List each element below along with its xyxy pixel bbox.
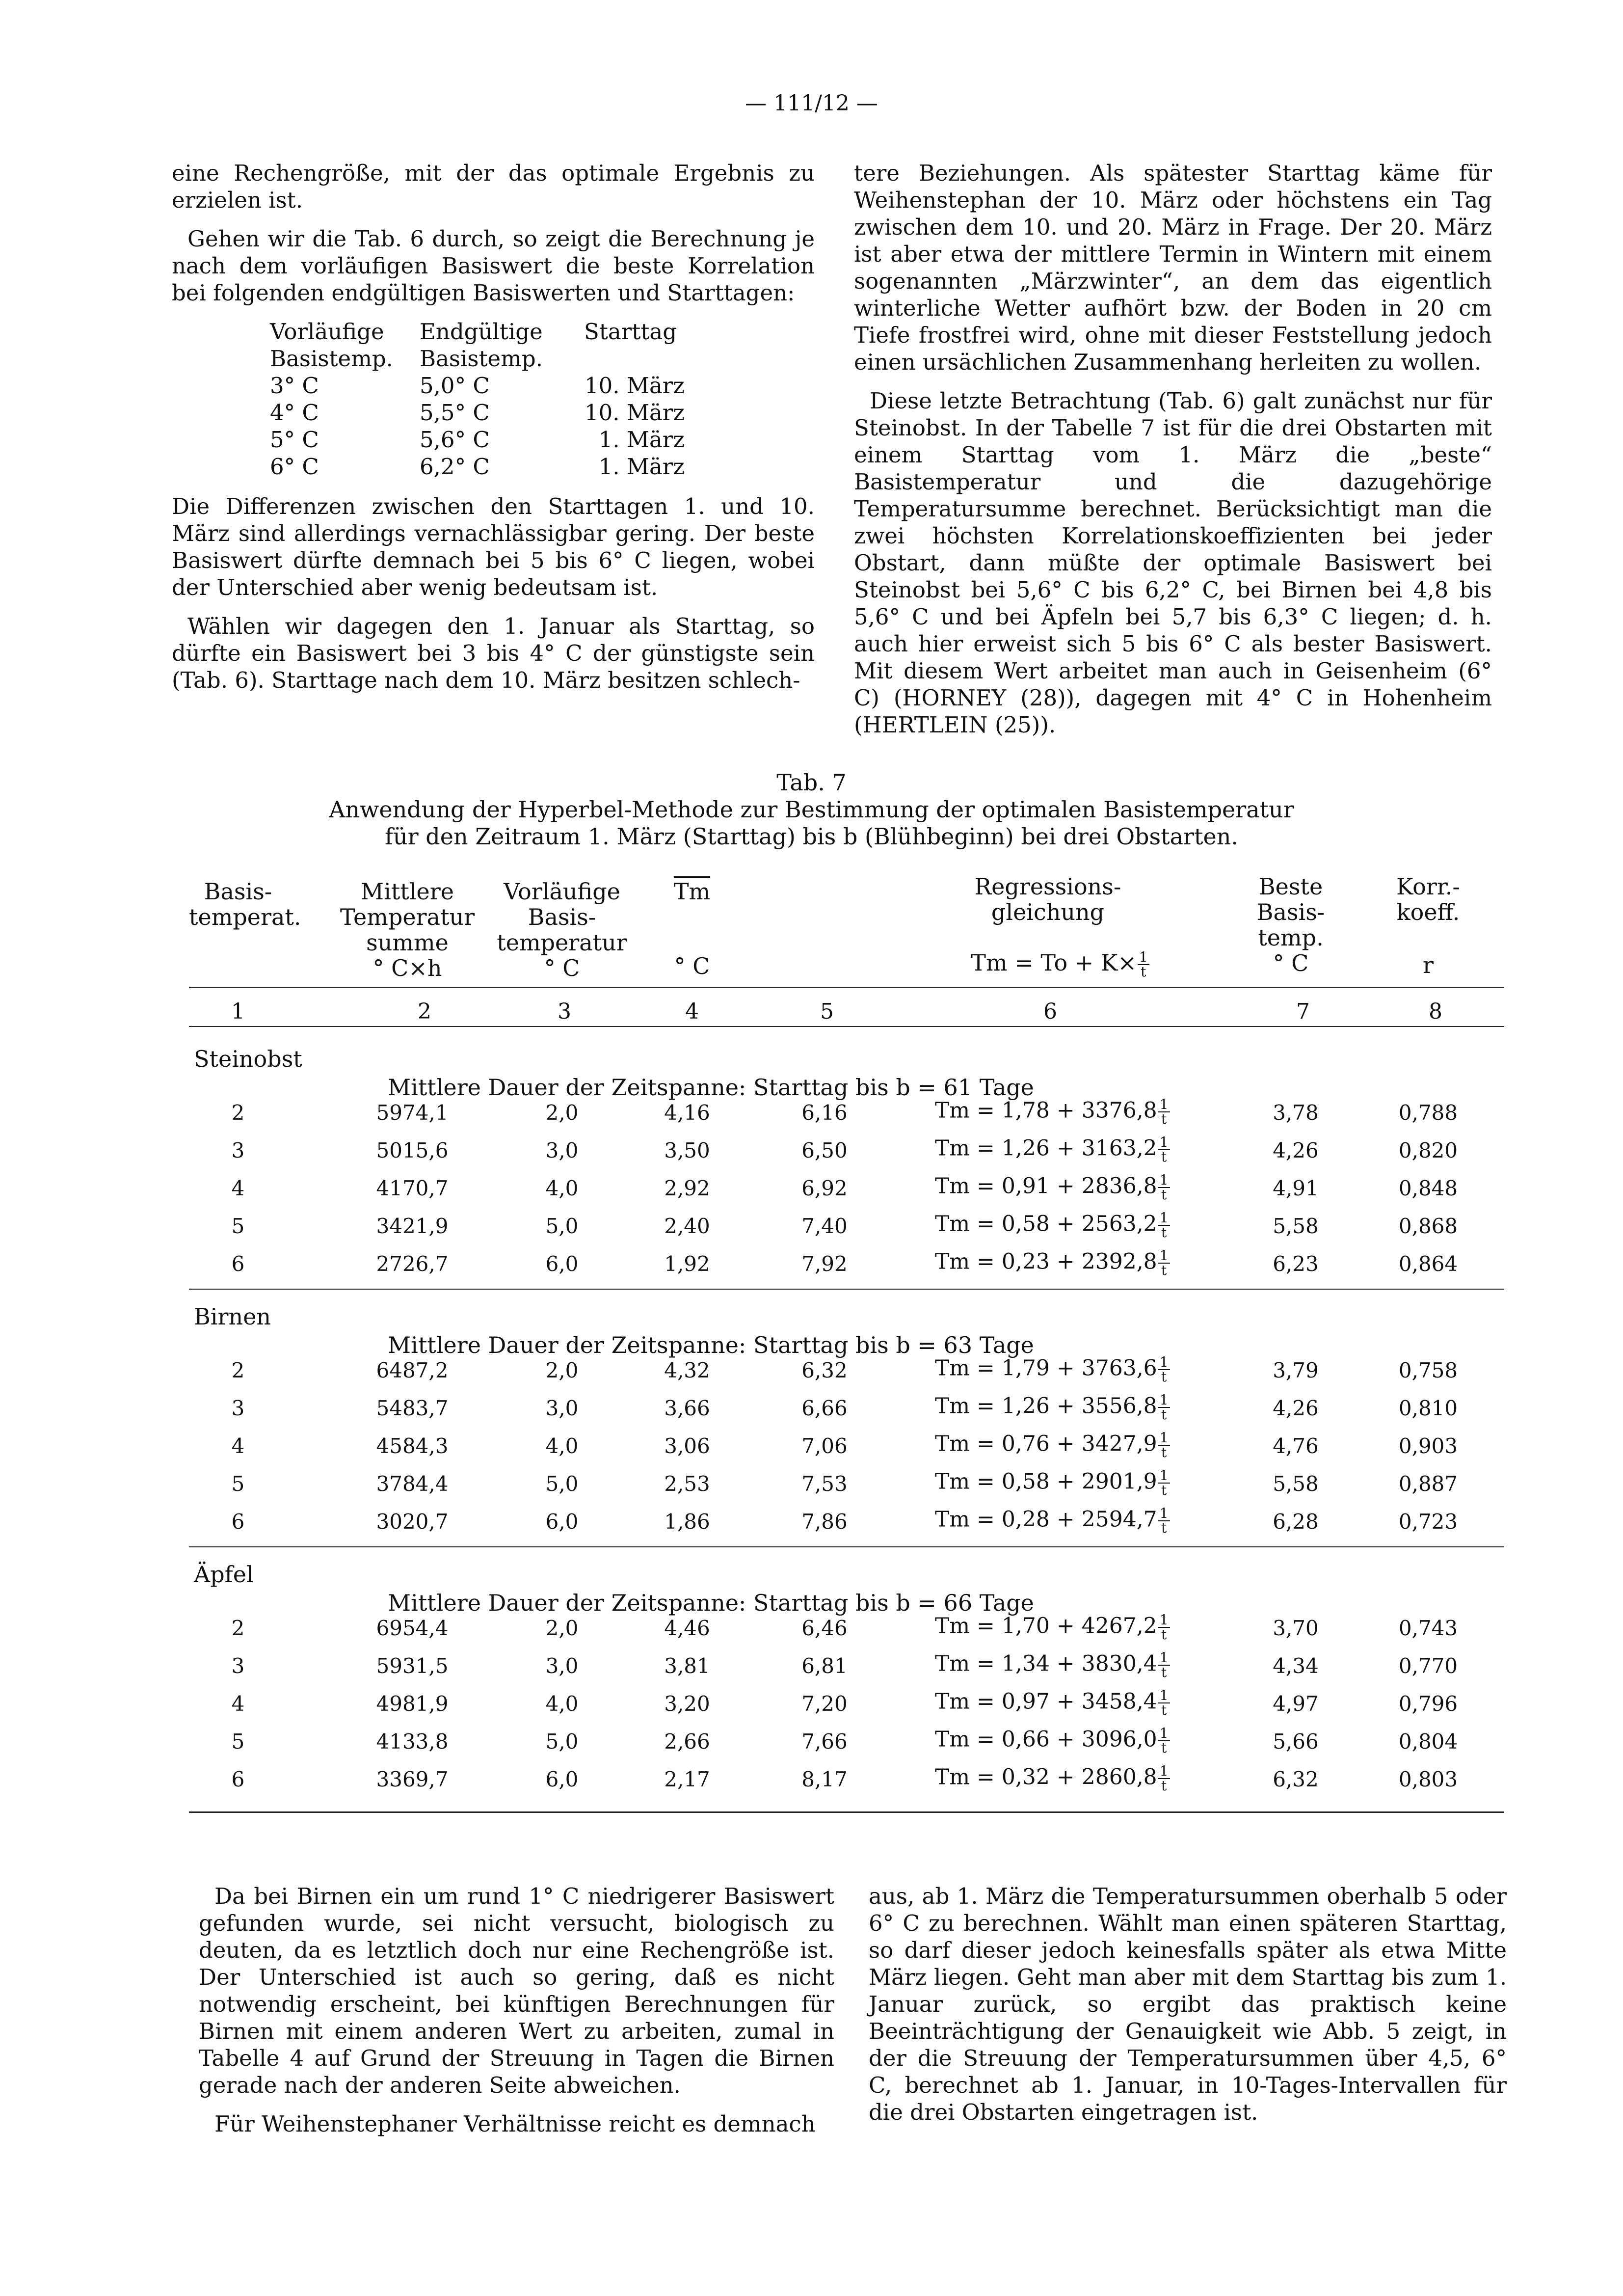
bottom-left-column xyxy=(199,1883,834,2149)
table-cell-tm: 3,66 xyxy=(664,1396,710,1420)
table-row xyxy=(270,372,685,399)
fraction-numerator: 1 xyxy=(1158,1098,1170,1112)
table-cell-r: 0,868 xyxy=(1398,1214,1458,1238)
fraction-denominator: t xyxy=(1161,1111,1167,1127)
table-cell-r: 0,723 xyxy=(1398,1510,1458,1534)
table-cell-c5: 6,50 xyxy=(801,1138,848,1162)
fraction-denominator: t xyxy=(1161,1520,1167,1536)
column-number: 4 xyxy=(685,999,699,1024)
table-cell-r: 0,903 xyxy=(1398,1434,1458,1458)
table-cell-best: 4,26 xyxy=(1273,1396,1319,1420)
regression-equation xyxy=(935,1689,1170,1717)
table-cell-tm: 2,17 xyxy=(664,1767,710,1791)
table-cell-sum: 3784,4 xyxy=(376,1472,449,1496)
table-cell-c5: 7,20 xyxy=(801,1692,848,1716)
column-number: 7 xyxy=(1296,999,1310,1024)
equation-text: Tm = 0,66 + 3096,0 xyxy=(935,1727,1157,1752)
page-number: — 111/12 — xyxy=(745,91,878,116)
table-cell: 10. März xyxy=(585,400,685,426)
table-cell-tm: 2,92 xyxy=(664,1176,710,1200)
equation-text: Tm = 0,58 + 2901,9 xyxy=(935,1469,1157,1494)
table-title: Tab. 7 xyxy=(776,769,847,796)
duration-note: Mittlere Dauer der Zeitspanne: Starttag bis b = 61 Tage xyxy=(388,1074,1034,1101)
fraction-denominator: t xyxy=(1161,1149,1167,1165)
fraction-1-over-t xyxy=(1158,1689,1170,1717)
column-number: 2 xyxy=(418,999,431,1024)
column-number: 3 xyxy=(558,999,571,1024)
fraction-numerator: 1 xyxy=(1158,1507,1170,1521)
table-cell-best: 4,26 xyxy=(1273,1138,1319,1162)
table-cell-tm: 3,50 xyxy=(664,1138,710,1162)
table-cell-prelim: 3,0 xyxy=(545,1396,579,1420)
regression-equation xyxy=(935,1249,1170,1277)
table-cell-tm: 4,16 xyxy=(664,1101,710,1125)
table-cell: 10. März xyxy=(585,373,685,399)
table-cell-c5: 6,46 xyxy=(801,1616,848,1640)
fraction-numerator: 1 xyxy=(1158,1689,1170,1703)
table-cell-tm: 3,81 xyxy=(664,1654,710,1678)
fraction-1-over-t xyxy=(1158,1431,1170,1459)
table-cell-c5: 7,06 xyxy=(801,1434,848,1458)
bottom-right-column xyxy=(869,1883,1507,2137)
table-cell-prelim: 4,0 xyxy=(545,1692,579,1716)
table-cell-c5: 7,53 xyxy=(801,1472,848,1496)
table-cell-base: 4 xyxy=(231,1692,245,1716)
table-cell: 3° C xyxy=(270,373,319,399)
table-cell-c5: 7,92 xyxy=(801,1252,848,1276)
header-starttag: Starttag xyxy=(584,319,677,345)
equation-text: Tm = 0,23 + 2392,8 xyxy=(935,1249,1157,1274)
header-r: r xyxy=(1423,952,1434,978)
table-cell-best: 5,58 xyxy=(1273,1214,1319,1238)
paragraph: Für Weihenstephaner Verhältnisse reicht es demnach xyxy=(214,2111,816,2137)
fraction-numerator: 1 xyxy=(1158,1173,1170,1188)
table-cell: 5,0° C xyxy=(420,373,490,399)
table-cell-c5: 8,17 xyxy=(801,1767,848,1791)
fraction-1-over-t xyxy=(1158,1507,1170,1535)
fraction-denominator: t xyxy=(1161,1444,1167,1460)
table-cell-sum: 2726,7 xyxy=(376,1252,449,1276)
header-vorlaeufige-basistemperatur: Vorläufige Basis- temperatur ° C xyxy=(497,878,627,981)
table-cell-prelim: 6,0 xyxy=(545,1252,579,1276)
table-cell-best: 5,58 xyxy=(1273,1472,1319,1496)
table-cell-prelim: 4,0 xyxy=(545,1176,579,1200)
duration-note: Mittlere Dauer der Zeitspanne: Starttag bis b = 63 Tage xyxy=(388,1332,1034,1358)
fraction-1-over-t xyxy=(1158,1211,1170,1240)
table-cell-r: 0,796 xyxy=(1398,1692,1458,1716)
table-cell-sum: 4981,9 xyxy=(376,1692,449,1716)
table-cell-base: 4 xyxy=(231,1176,245,1200)
table-cell: 5° C xyxy=(270,427,319,453)
table-cell-c5: 6,16 xyxy=(801,1101,848,1125)
fraction-numerator: 1 xyxy=(1158,1249,1170,1264)
fraction-numerator: 1 xyxy=(1158,1764,1170,1779)
column-number-rule xyxy=(189,1026,1504,1027)
fraction-denominator: t xyxy=(1161,1187,1167,1203)
header-rule xyxy=(189,987,1504,988)
header-beste-basistemp: Beste Basis- temp. ° C xyxy=(1256,873,1325,976)
table-cell: 6,2° C xyxy=(420,454,490,480)
table-cell-c5: 6,81 xyxy=(801,1654,848,1678)
table-cell-best: 3,79 xyxy=(1273,1358,1319,1382)
table-cell-base: 3 xyxy=(231,1396,245,1420)
paragraph: Wählen wir dagegen den 1. Januar als Starttag, so dürfte ein Basiswert bei 3 bis 4° C der günstigste sein (Tab. 6). Starttage nach dem 10. März besitzen schlech- xyxy=(172,613,815,693)
table-cell-sum: 5931,5 xyxy=(376,1654,449,1678)
equation-text: Tm = 1,70 + 4267,2 xyxy=(935,1613,1157,1639)
table-cell-sum: 5483,7 xyxy=(376,1396,449,1420)
table-cell-prelim: 2,0 xyxy=(545,1616,579,1640)
table-cell-best: 4,91 xyxy=(1273,1176,1319,1200)
regression-equation xyxy=(935,1355,1170,1384)
table-row xyxy=(270,426,685,453)
table-bottom-rule xyxy=(189,1811,1504,1813)
table-cell-prelim: 4,0 xyxy=(545,1434,579,1458)
header-temperatursumme: Mittlere Temperatur summe ° C×h xyxy=(340,878,475,981)
table-cell-tm: 1,92 xyxy=(664,1252,710,1276)
table-cell-r: 0,743 xyxy=(1398,1616,1458,1640)
table-subtitle: Anwendung der Hyperbel-Methode zur Bestimmung der optimalen Basistemperatur xyxy=(329,796,1294,823)
table-cell: 1. März xyxy=(598,427,685,453)
table-cell-r: 0,788 xyxy=(1398,1101,1458,1125)
fraction-denominator: t xyxy=(1161,1482,1167,1498)
fraction-1-over-t xyxy=(1158,1249,1170,1277)
table-cell-best: 4,34 xyxy=(1273,1654,1319,1678)
table-cell-base: 2 xyxy=(231,1358,245,1382)
fraction-denominator: t xyxy=(1161,1369,1167,1385)
table-cell-base: 2 xyxy=(231,1101,245,1125)
table-cell-tm: 4,32 xyxy=(664,1358,710,1382)
header-tm-unit: ° C xyxy=(674,953,710,979)
fraction-numerator: 1 xyxy=(1158,1135,1170,1150)
table-cell: 6° C xyxy=(270,454,319,480)
table-cell-tm: 2,53 xyxy=(664,1472,710,1496)
header-tm-mean: $\overline{Tm}$ xyxy=(673,878,711,905)
table-subtitle: für den Zeitraum 1. März (Starttag) bis b (Blühbeginn) bei drei Obstarten. xyxy=(385,823,1238,850)
table-cell-tm: 4,46 xyxy=(664,1616,710,1640)
table-cell: 1. März xyxy=(598,454,685,480)
regression-equation xyxy=(935,1135,1170,1164)
table-cell-r: 0,820 xyxy=(1398,1138,1458,1162)
fraction-denominator: t xyxy=(1161,1702,1167,1718)
equation-text: Tm = 0,97 + 3458,4 xyxy=(935,1689,1157,1714)
fraction-1-over-t xyxy=(1158,1098,1170,1126)
table-cell-base: 6 xyxy=(231,1510,245,1534)
fraction-denominator: t xyxy=(1161,1262,1167,1278)
column-number: 8 xyxy=(1429,999,1442,1024)
table-cell-r: 0,804 xyxy=(1398,1729,1458,1754)
table-cell-c5: 7,86 xyxy=(801,1510,848,1534)
regression-equation xyxy=(935,1651,1170,1679)
fraction-1-over-t xyxy=(1158,1393,1170,1422)
fraction-numerator: 1 xyxy=(1158,1393,1170,1408)
column-number: 1 xyxy=(231,999,245,1024)
table-cell-prelim: 5,0 xyxy=(545,1214,579,1238)
table-cell-base: 3 xyxy=(231,1138,245,1162)
group-separator-rule xyxy=(189,1546,1504,1547)
column-number: 6 xyxy=(1043,999,1057,1024)
equation-text: Tm = 1,78 + 3376,8 xyxy=(935,1098,1157,1123)
table-row xyxy=(270,399,685,426)
table-cell-c5: 6,32 xyxy=(801,1358,848,1382)
table-cell: 5,6° C xyxy=(420,427,490,453)
group-label: Äpfel xyxy=(194,1561,254,1588)
table-cell: 5,5° C xyxy=(420,400,490,426)
table-cell-tm: 3,06 xyxy=(664,1434,710,1458)
fraction-denominator: t xyxy=(1161,1406,1167,1423)
basiswert-table xyxy=(270,318,685,480)
fraction-1-over-t xyxy=(1158,1173,1170,1202)
fraction-denominator: t xyxy=(1161,1778,1167,1794)
table-cell-sum: 5015,6 xyxy=(376,1138,449,1162)
fraction-1-over-t xyxy=(1158,1727,1170,1755)
table-cell-prelim: 6,0 xyxy=(545,1767,579,1791)
fraction-1-over-t xyxy=(1158,1651,1170,1679)
table-cell-r: 0,758 xyxy=(1398,1358,1458,1382)
table-cell-best: 6,28 xyxy=(1273,1510,1319,1534)
fraction-numerator: 1 xyxy=(1158,1355,1170,1370)
table-cell-sum: 5974,1 xyxy=(376,1101,449,1125)
table-cell-base: 5 xyxy=(231,1472,245,1496)
table-cell-c5: 7,40 xyxy=(801,1214,848,1238)
equation-text: Tm = 0,28 + 2594,7 xyxy=(935,1507,1157,1532)
paragraph: Da bei Birnen ein um rund 1° C niedrigerer Basiswert gefunden wurde, sei nicht versucht, biologisch zu deuten, da es letztlich doch nur eine Rechengröße ist. Der Unterschied ist auch so gering, daß es nicht notwendig erscheint, bei künftigen Berechnungen für Birnen mit einem anderen Wert zu arbeiten, zumal in Tabelle 4 auf Grund der Streuung in Tagen die Birnen gerade nach der anderen Seite abweichen. xyxy=(199,1883,834,2098)
fraction-denominator: t xyxy=(1161,1626,1167,1643)
regression-equation xyxy=(935,1507,1170,1535)
table-cell-sum: 6954,4 xyxy=(376,1616,449,1640)
paragraph: tere Beziehungen. Als spätester Starttag käme für Weihenstephan der 10. März oder höchstens ein Tag zwischen dem 10. und 20. März in Frage. Der 20. März ist aber etwa der mittlere Termin in Wintern mit einem sogenannten „Märzwinter“, an dem das eigentlich winterliche Wetter aufhört bzw. der Boden in 20 cm Tiefe frostfrei wird, ohne mit dieser Feststellung jedoch einen ursächlichen Zusammenhang herleiten zu wollen. xyxy=(854,160,1492,375)
table-cell-r: 0,803 xyxy=(1398,1767,1458,1791)
paragraph: Gehen wir die Tab. 6 durch, so zeigt die Berechnung je nach dem vorläufigen Basiswert die beste Korrelation bei folgenden endgültigen Basiswerten und Starttagen: xyxy=(172,226,815,306)
table-cell-base: 6 xyxy=(231,1252,245,1276)
fraction-numerator: 1 xyxy=(1158,1613,1170,1628)
header-endgueltige: Endgültige Basistemp. xyxy=(420,319,543,372)
table-cell-sum: 6487,2 xyxy=(376,1358,449,1382)
fraction-numerator: 1 xyxy=(1158,1469,1170,1484)
table-cell-tm: 2,66 xyxy=(664,1729,710,1754)
table-cell-sum: 4133,8 xyxy=(376,1729,449,1754)
regression-equation xyxy=(935,1431,1170,1459)
paragraph: aus, ab 1. März die Temperatursummen oberhalb 5 oder 6° C zu berechnen. Wählt man einen späteren Starttag, so darf dieser jedoch keinesfalls später als etwa Mitte März liegen. Geht man aber mit dem Starttag bis zum 1. Januar zurück, so ergibt das praktisch keine Beeinträchtigung der Genauigkeit wie Abb. 5 zeigt, in der die Streuung der Temperatursummen über 4,5, 6° C, berechnet ab 1. Januar, in 10-Tages-Intervallen für die drei Obstarten eingetragen ist. xyxy=(869,1883,1507,2125)
table-cell-prelim: 2,0 xyxy=(545,1358,579,1382)
group-separator-rule xyxy=(189,1289,1504,1290)
equation-text: Tm = 1,26 + 3163,2 xyxy=(935,1135,1157,1161)
table-cell-prelim: 5,0 xyxy=(545,1472,579,1496)
regression-equation xyxy=(935,1098,1170,1126)
table-cell-c5: 7,66 xyxy=(801,1729,848,1754)
table-cell-sum: 3369,7 xyxy=(376,1767,449,1791)
top-right-column xyxy=(854,160,1492,750)
equation-text: Tm = 1,34 + 3830,4 xyxy=(935,1651,1157,1676)
table-cell-tm: 1,86 xyxy=(664,1510,710,1534)
regression-equation xyxy=(935,1764,1170,1793)
regression-equation xyxy=(935,1613,1170,1642)
fraction-denominator: t xyxy=(1161,1664,1167,1680)
fraction-denominator: t xyxy=(1161,1224,1167,1241)
table-cell-prelim: 2,0 xyxy=(545,1101,579,1125)
top-left-column xyxy=(172,160,815,705)
column-number: 5 xyxy=(820,999,834,1024)
table-cell-base: 2 xyxy=(231,1616,245,1640)
table-cell-prelim: 3,0 xyxy=(545,1654,579,1678)
table-cell-sum: 4170,7 xyxy=(376,1176,449,1200)
table-cell-sum: 4584,3 xyxy=(376,1434,449,1458)
regression-equation xyxy=(935,1211,1170,1240)
header-regression-formula xyxy=(932,950,1188,979)
table-header-row xyxy=(270,318,685,372)
duration-note: Mittlere Dauer der Zeitspanne: Starttag bis b = 66 Tage xyxy=(388,1590,1034,1616)
paragraph: Die Differenzen zwischen den Starttagen 1. und 10. März sind allerdings vernachlässigbar gering. Der beste Basiswert dürfte demnach bei 5 bis 6° C liegen, wobei der Unterschied aber wenig bedeutsam ist. xyxy=(172,493,815,600)
fraction-numerator: 1 xyxy=(1158,1431,1170,1446)
header-regressionsgleichung: Regressions- gleichung xyxy=(974,873,1121,925)
table-cell-best: 3,70 xyxy=(1273,1616,1319,1640)
table-cell-base: 6 xyxy=(231,1767,245,1791)
table-cell-c5: 6,66 xyxy=(801,1396,848,1420)
table-cell-base: 5 xyxy=(231,1214,245,1238)
regression-equation xyxy=(935,1173,1170,1202)
fraction-numerator: 1 xyxy=(1158,1727,1170,1741)
table-cell-r: 0,848 xyxy=(1398,1176,1458,1200)
equation-text: Tm = 0,32 + 2860,8 xyxy=(935,1764,1157,1790)
header-vorlaeufige: Vorläufige Basistemp. xyxy=(270,319,393,372)
table-cell-r: 0,810 xyxy=(1398,1396,1458,1420)
fraction-1-over-t xyxy=(1158,1355,1170,1384)
equation-text: Tm = 0,76 + 3427,9 xyxy=(935,1431,1157,1457)
fraction-1-over-t xyxy=(1158,1469,1170,1497)
formula-text: Tm = To + K× xyxy=(971,949,1137,976)
fraction-numerator: 1 xyxy=(1158,1651,1170,1666)
table-cell-tm: 3,20 xyxy=(664,1692,710,1716)
table-cell-best: 6,23 xyxy=(1273,1252,1319,1276)
fraction-denominator: t xyxy=(1161,1740,1167,1756)
table-row xyxy=(270,453,685,480)
table-cell-tm: 2,40 xyxy=(664,1214,710,1238)
group-label: Steinobst xyxy=(194,1046,302,1072)
table-cell-best: 4,76 xyxy=(1273,1434,1319,1458)
group-label: Birnen xyxy=(194,1303,271,1330)
fraction-1-over-t xyxy=(1158,1764,1170,1793)
table-cell-base: 4 xyxy=(231,1434,245,1458)
fraction-1-over-t: $\frac{1}{t}$ xyxy=(1138,950,1149,979)
table-cell-r: 0,887 xyxy=(1398,1472,1458,1496)
table-cell-base: 5 xyxy=(231,1729,245,1754)
equation-text: Tm = 1,79 + 3763,6 xyxy=(935,1355,1157,1381)
table-cell-best: 4,97 xyxy=(1273,1692,1319,1716)
table-cell-c5: 6,92 xyxy=(801,1176,848,1200)
table-cell-prelim: 5,0 xyxy=(545,1729,579,1754)
table-cell-base: 3 xyxy=(231,1654,245,1678)
fraction-1-over-t xyxy=(1158,1135,1170,1164)
regression-equation xyxy=(935,1469,1170,1497)
regression-equation xyxy=(935,1727,1170,1755)
fraction-numerator: 1 xyxy=(1158,1211,1170,1226)
paragraph: eine Rechengröße, mit der das optimale Ergebnis zu erzielen ist. xyxy=(172,160,815,213)
table-cell-prelim: 6,0 xyxy=(545,1510,579,1534)
table-cell-best: 6,32 xyxy=(1273,1767,1319,1791)
header-korr-koeff: Korr.- koeff. xyxy=(1396,873,1460,925)
equation-text: Tm = 0,91 + 2836,8 xyxy=(935,1173,1157,1199)
equation-text: Tm = 0,58 + 2563,2 xyxy=(935,1211,1157,1237)
table-cell: 4° C xyxy=(270,400,319,426)
table-cell-best: 3,78 xyxy=(1273,1101,1319,1125)
table-cell-prelim: 3,0 xyxy=(545,1138,579,1162)
table-cell-r: 0,864 xyxy=(1398,1252,1458,1276)
paragraph: Diese letzte Betrachtung (Tab. 6) galt zunächst nur für Steinobst. In der Tabelle 7 ist für die drei Obstarten mit einem Starttag vom 1. März die „beste“ Basistemperatur und die dazugehörige Temperatursumme berechnet. Berücksichtigt man die zwei höchsten Korrelationskoeffizienten bei jeder Obstart, dann müßte der optimale Basiswert bei Steinobst bei 5,6° C bis 6,2° C, bei Birnen bei 4,8 bis 5,6° C und bei Äpfeln bei 5,7 bis 6,3° C liegen; d. h. auch hier erweist sich 5 bis 6° C als bester Basiswert. Mit diesem Wert arbeitet man auch in Geisenheim (6° C) (HORNEY (28)), dagegen mit 4° C in Hohenheim (HERTLEIN (25)). xyxy=(854,388,1492,738)
table-cell-sum: 3421,9 xyxy=(376,1214,449,1238)
table-cell-r: 0,770 xyxy=(1398,1654,1458,1678)
fraction-1-over-t xyxy=(1158,1613,1170,1642)
header-basistemperat: Basis- temperat. xyxy=(189,878,301,930)
regression-equation xyxy=(935,1393,1170,1422)
table-cell-sum: 3020,7 xyxy=(376,1510,449,1534)
table-cell-best: 5,66 xyxy=(1273,1729,1319,1754)
equation-text: Tm = 1,26 + 3556,8 xyxy=(935,1393,1157,1419)
